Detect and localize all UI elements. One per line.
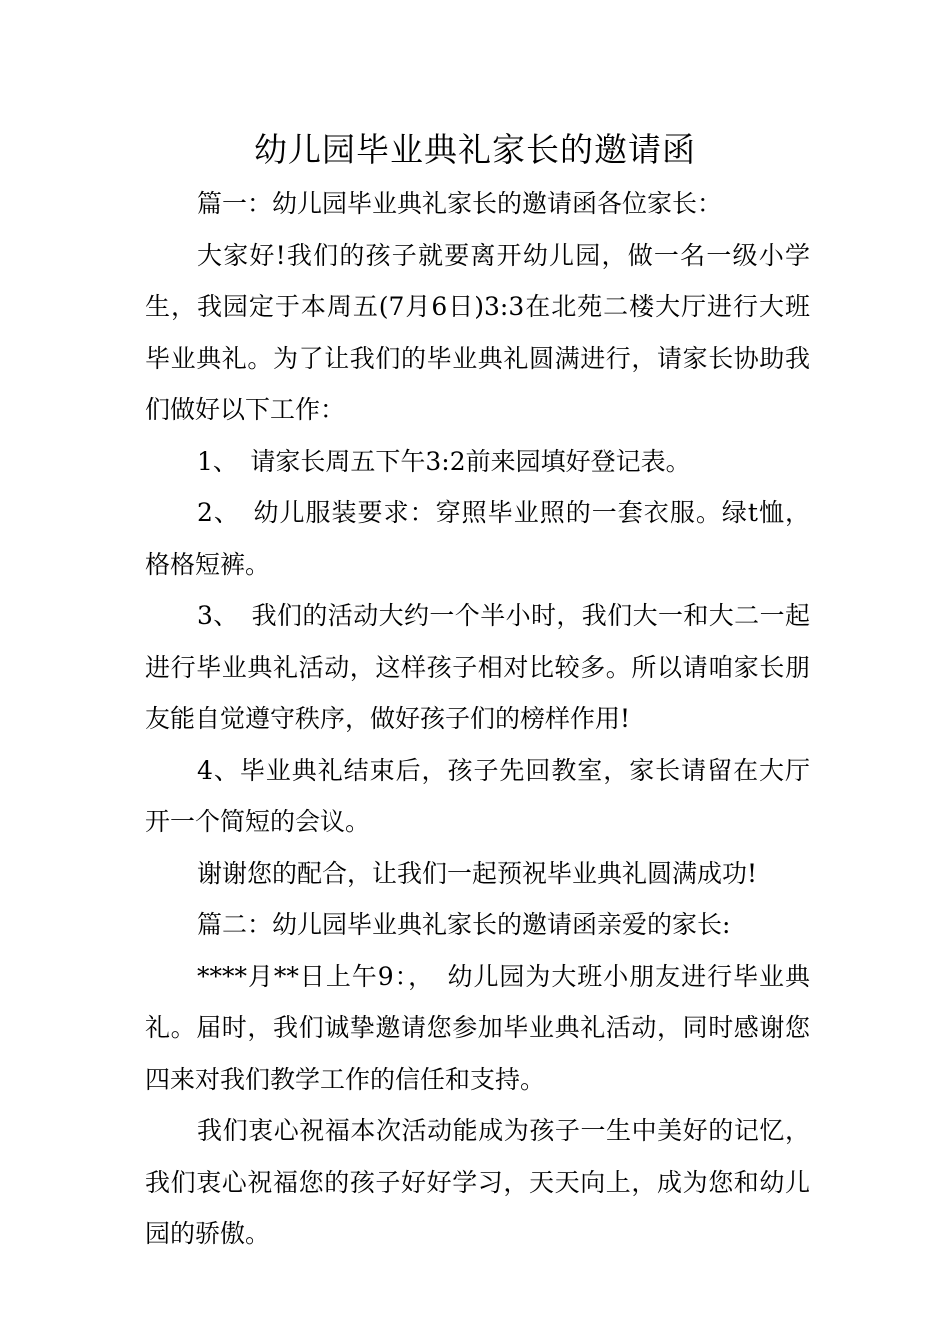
paragraph-section-two-heading: 篇二：幼儿园毕业典礼家长的邀请函亲爱的家长:: [197, 910, 731, 939]
document-body: [145, 178, 810, 1260]
paragraph-greeting: 大家好!我们的孩子就要离开幼儿园，做一名一级小学生，我园定于本周五(7月6日)3:3在北苑二楼大厅进行大班毕业典礼。为了让我们的毕业典礼圆满进行，请家长协助我们做好以下工作：: [145, 240, 810, 424]
paragraph-item-3: 3、 我们的活动大约一个半小时，我们大一和大二一起进行毕业典礼活动，这样孩子相对比较多。所以请咱家长朋友能自觉遵守秩序，做好孩子们的榜样作用!: [145, 601, 810, 733]
paragraph-thanks: 谢谢您的配合，让我们一起预祝毕业典礼圆满成功!: [197, 858, 758, 888]
paragraph-item-2: 2、 幼儿服装要求：穿照毕业照的一套衣服。绿t恤，格格短裤。: [145, 498, 810, 579]
paragraph-blessing: 我们衷心祝福本次活动能成为孩子一生中美好的记忆，我们衷心祝福您的孩子好好学习，天天向上，成为您和幼儿园的骄傲。: [145, 1116, 810, 1248]
paragraph-item-1: 1、 请家长周五下午3:2前来园填好登记表。: [197, 446, 691, 476]
document-title: 幼儿园毕业典礼家长的邀请函: [254, 130, 696, 169]
paragraph-section-one-heading: 篇一：幼儿园毕业典礼家长的邀请函各位家长：: [197, 189, 723, 218]
paragraph-invitation: ****月**日上午9：， 幼儿园为大班小朋友进行毕业典礼。届时，我们诚挚邀请您参加毕业典礼活动，同时感谢您四来对我们教学工作的信任和支持。: [145, 961, 810, 1094]
paragraph-item-4: 4、毕业典礼结束后，孩子先回教室，家长请留在大厅开一个简短的会议。: [145, 755, 810, 836]
